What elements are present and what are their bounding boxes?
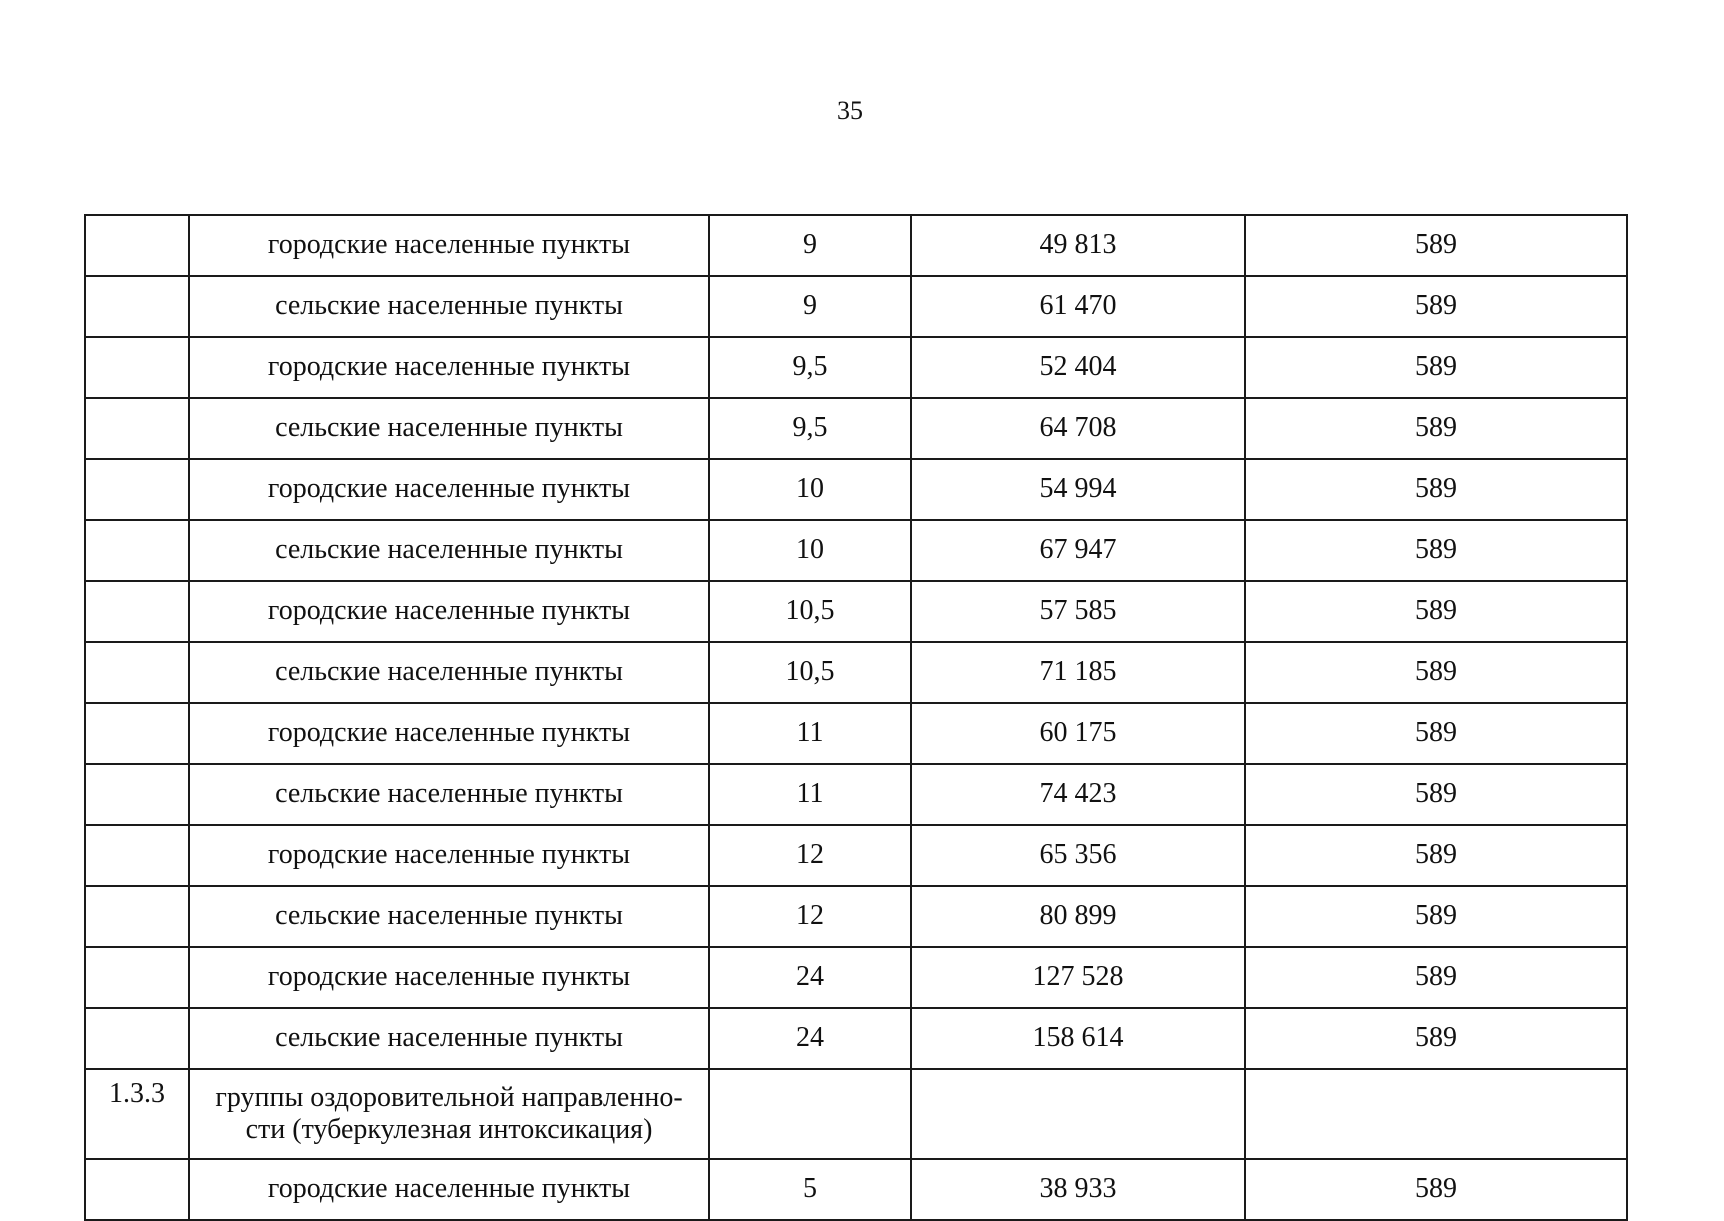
row-number <box>85 947 189 1008</box>
table-row <box>85 398 1627 459</box>
row-number <box>85 215 189 276</box>
cost-value: 71 185 <box>911 642 1245 703</box>
settlement-type: городские населенные пункты <box>189 215 709 276</box>
code-value: 589 <box>1245 520 1627 581</box>
settlement-type: сельские населенные пункты <box>189 398 709 459</box>
row-number <box>85 276 189 337</box>
table-row <box>85 642 1627 703</box>
hours-value: 24 <box>709 947 911 1008</box>
code-value: 589 <box>1245 215 1627 276</box>
cost-value: 57 585 <box>911 581 1245 642</box>
code-value: 589 <box>1245 581 1627 642</box>
cost-value: 74 423 <box>911 764 1245 825</box>
row-number <box>85 1159 189 1220</box>
row-number <box>85 520 189 581</box>
row-number <box>85 459 189 520</box>
section-title: группы оздоровительной направленно-сти (туберкулезная интоксикация) <box>189 1069 709 1159</box>
code-value: 589 <box>1245 642 1627 703</box>
settlement-type: сельские населенные пункты <box>189 520 709 581</box>
table-row <box>85 825 1627 886</box>
settlement-type: городские населенные пункты <box>189 459 709 520</box>
cost-value: 67 947 <box>911 520 1245 581</box>
cost-value: 38 933 <box>911 1159 1245 1220</box>
table-row <box>85 1159 1627 1220</box>
hours-value: 24 <box>709 1008 911 1069</box>
row-number <box>85 642 189 703</box>
hours-value: 12 <box>709 825 911 886</box>
row-number <box>85 825 189 886</box>
section-row <box>85 1069 1627 1159</box>
cost-value: 65 356 <box>911 825 1245 886</box>
hours-value: 9 <box>709 215 911 276</box>
table-row <box>85 215 1627 276</box>
code-value: 589 <box>1245 1159 1627 1220</box>
code-value <box>1245 1069 1627 1159</box>
code-value: 589 <box>1245 825 1627 886</box>
hours-value: 10 <box>709 459 911 520</box>
hours-value: 10,5 <box>709 642 911 703</box>
code-value: 589 <box>1245 459 1627 520</box>
cost-value: 49 813 <box>911 215 1245 276</box>
cost-value: 61 470 <box>911 276 1245 337</box>
cost-value: 127 528 <box>911 947 1245 1008</box>
row-number <box>85 581 189 642</box>
settlement-type: городские населенные пункты <box>189 703 709 764</box>
hours-value: 9 <box>709 276 911 337</box>
table-row <box>85 947 1627 1008</box>
row-number <box>85 886 189 947</box>
code-value: 589 <box>1245 764 1627 825</box>
table-row <box>85 337 1627 398</box>
hours-value <box>709 1069 911 1159</box>
settlement-type: сельские населенные пункты <box>189 1008 709 1069</box>
table-row <box>85 764 1627 825</box>
settlement-type: сельские населенные пункты <box>189 886 709 947</box>
cost-value: 64 708 <box>911 398 1245 459</box>
hours-value: 10,5 <box>709 581 911 642</box>
code-value: 589 <box>1245 703 1627 764</box>
table-row <box>85 886 1627 947</box>
cost-value: 158 614 <box>911 1008 1245 1069</box>
settlement-type: городские населенные пункты <box>189 825 709 886</box>
hours-value: 11 <box>709 764 911 825</box>
code-value: 589 <box>1245 1008 1627 1069</box>
row-number <box>85 764 189 825</box>
code-value: 589 <box>1245 886 1627 947</box>
hours-value: 12 <box>709 886 911 947</box>
hours-value: 10 <box>709 520 911 581</box>
code-value: 589 <box>1245 398 1627 459</box>
settlement-type: городские населенные пункты <box>189 581 709 642</box>
settlement-type: сельские населенные пункты <box>189 276 709 337</box>
cost-value: 60 175 <box>911 703 1245 764</box>
row-number <box>85 398 189 459</box>
hours-value: 5 <box>709 1159 911 1220</box>
cost-value: 80 899 <box>911 886 1245 947</box>
settlement-type: сельские населенные пункты <box>189 764 709 825</box>
table-row <box>85 520 1627 581</box>
hours-value: 11 <box>709 703 911 764</box>
code-value: 589 <box>1245 947 1627 1008</box>
row-number <box>85 1008 189 1069</box>
cost-value <box>911 1069 1245 1159</box>
row-number <box>85 703 189 764</box>
cost-value: 54 994 <box>911 459 1245 520</box>
hours-value: 9,5 <box>709 398 911 459</box>
hours-value: 9,5 <box>709 337 911 398</box>
table-row <box>85 581 1627 642</box>
settlement-type: городские населенные пункты <box>189 1159 709 1220</box>
cost-value: 52 404 <box>911 337 1245 398</box>
settlement-type: городские населенные пункты <box>189 947 709 1008</box>
tariff-table <box>84 214 1628 1221</box>
settlement-type: сельские населенные пункты <box>189 642 709 703</box>
row-number <box>85 337 189 398</box>
code-value: 589 <box>1245 337 1627 398</box>
settlement-type: городские населенные пункты <box>189 337 709 398</box>
table-row <box>85 703 1627 764</box>
code-value: 589 <box>1245 276 1627 337</box>
table-row <box>85 276 1627 337</box>
table-row <box>85 1008 1627 1069</box>
table-row <box>85 459 1627 520</box>
page-number: 35 <box>837 96 863 125</box>
section-number: 1.3.3 <box>85 1069 189 1159</box>
